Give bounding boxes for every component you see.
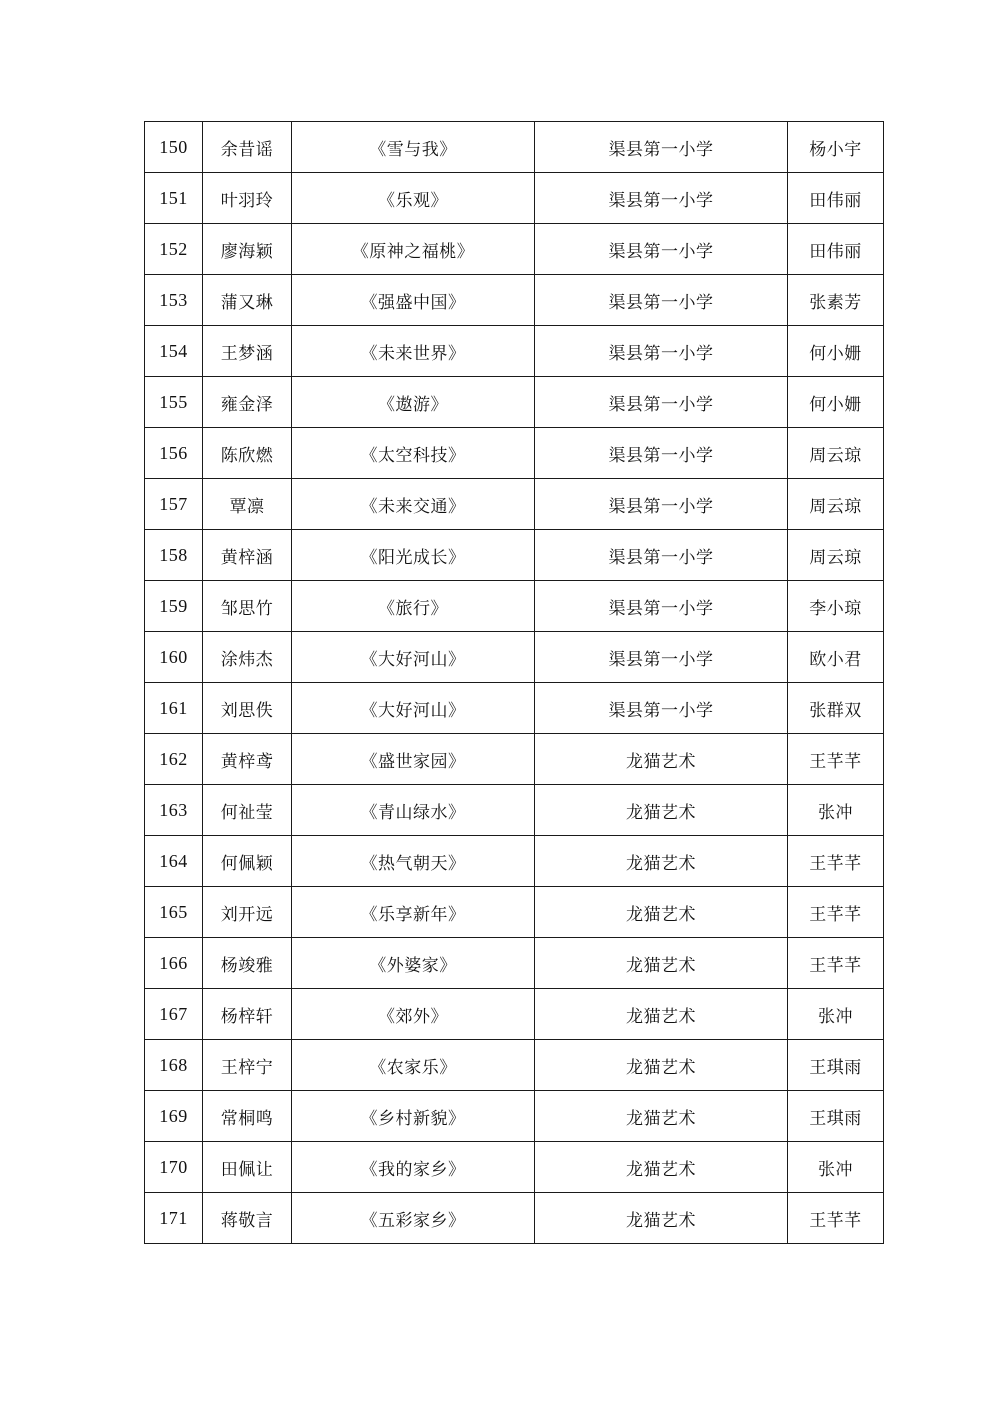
cell-student-name: 蒋敬言	[203, 1193, 292, 1244]
cell-teacher: 张群双	[788, 683, 884, 734]
cell-school: 渠县第一小学	[535, 632, 788, 683]
cell-school: 渠县第一小学	[535, 275, 788, 326]
cell-student-name: 何佩颖	[203, 836, 292, 887]
cell-number: 158	[145, 530, 203, 581]
cell-teacher: 王琪雨	[788, 1091, 884, 1142]
cell-teacher: 王琪雨	[788, 1040, 884, 1091]
cell-number: 166	[145, 938, 203, 989]
cell-artwork-title: 《阳光成长》	[292, 530, 535, 581]
cell-number: 154	[145, 326, 203, 377]
cell-artwork-title: 《未来世界》	[292, 326, 535, 377]
cell-number: 150	[145, 122, 203, 173]
table-row	[145, 785, 884, 836]
cell-number: 155	[145, 377, 203, 428]
cell-student-name: 陈欣燃	[203, 428, 292, 479]
table-row	[145, 734, 884, 785]
cell-number: 161	[145, 683, 203, 734]
cell-artwork-title: 《热气朝天》	[292, 836, 535, 887]
cell-teacher: 张冲	[788, 1142, 884, 1193]
cell-teacher: 王芊芊	[788, 836, 884, 887]
cell-number: 170	[145, 1142, 203, 1193]
cell-artwork-title: 《乡村新貌》	[292, 1091, 535, 1142]
cell-number: 152	[145, 224, 203, 275]
cell-school: 龙猫艺术	[535, 887, 788, 938]
table-row	[145, 1193, 884, 1244]
cell-artwork-title: 《我的家乡》	[292, 1142, 535, 1193]
cell-artwork-title: 《青山绿水》	[292, 785, 535, 836]
cell-artwork-title: 《外婆家》	[292, 938, 535, 989]
cell-school: 渠县第一小学	[535, 377, 788, 428]
cell-student-name: 常桐鸣	[203, 1091, 292, 1142]
cell-number: 151	[145, 173, 203, 224]
cell-student-name: 余昔谣	[203, 122, 292, 173]
cell-number: 167	[145, 989, 203, 1040]
table-row	[145, 479, 884, 530]
cell-school: 龙猫艺术	[535, 1193, 788, 1244]
table-row	[145, 173, 884, 224]
cell-school: 渠县第一小学	[535, 173, 788, 224]
cell-student-name: 田佩让	[203, 1142, 292, 1193]
cell-number: 157	[145, 479, 203, 530]
cell-teacher: 田伟丽	[788, 173, 884, 224]
table-row	[145, 887, 884, 938]
table-row	[145, 224, 884, 275]
cell-student-name: 廖海颖	[203, 224, 292, 275]
cell-school: 渠县第一小学	[535, 683, 788, 734]
cell-artwork-title: 《农家乐》	[292, 1040, 535, 1091]
cell-number: 171	[145, 1193, 203, 1244]
cell-student-name: 黄梓鸢	[203, 734, 292, 785]
table-row	[145, 989, 884, 1040]
results-table	[144, 121, 884, 1244]
table-row	[145, 530, 884, 581]
table-row	[145, 1142, 884, 1193]
table-row	[145, 326, 884, 377]
cell-teacher: 张素芳	[788, 275, 884, 326]
table-row	[145, 632, 884, 683]
cell-student-name: 邹思竹	[203, 581, 292, 632]
cell-teacher: 何小姗	[788, 326, 884, 377]
cell-artwork-title: 《五彩家乡》	[292, 1193, 535, 1244]
cell-number: 159	[145, 581, 203, 632]
cell-artwork-title: 《郊外》	[292, 989, 535, 1040]
table-row	[145, 377, 884, 428]
table-row	[145, 1040, 884, 1091]
table-row	[145, 581, 884, 632]
cell-teacher: 田伟丽	[788, 224, 884, 275]
cell-student-name: 雍金泽	[203, 377, 292, 428]
table-row	[145, 836, 884, 887]
cell-number: 168	[145, 1040, 203, 1091]
cell-school: 渠县第一小学	[535, 224, 788, 275]
table-row	[145, 428, 884, 479]
cell-teacher: 周云琼	[788, 428, 884, 479]
cell-teacher: 何小姗	[788, 377, 884, 428]
cell-teacher: 王芊芊	[788, 887, 884, 938]
table-row	[145, 275, 884, 326]
cell-teacher: 周云琼	[788, 479, 884, 530]
cell-student-name: 杨竣雅	[203, 938, 292, 989]
cell-student-name: 王梦涵	[203, 326, 292, 377]
cell-teacher: 周云琼	[788, 530, 884, 581]
table-row	[145, 122, 884, 173]
cell-teacher: 张冲	[788, 785, 884, 836]
cell-number: 169	[145, 1091, 203, 1142]
cell-student-name: 刘思佚	[203, 683, 292, 734]
cell-number: 153	[145, 275, 203, 326]
cell-number: 164	[145, 836, 203, 887]
cell-artwork-title: 《雪与我》	[292, 122, 535, 173]
cell-student-name: 何祉莹	[203, 785, 292, 836]
cell-student-name: 刘开远	[203, 887, 292, 938]
cell-school: 渠县第一小学	[535, 581, 788, 632]
cell-teacher: 张冲	[788, 989, 884, 1040]
cell-school: 龙猫艺术	[535, 938, 788, 989]
cell-artwork-title: 《强盛中国》	[292, 275, 535, 326]
cell-artwork-title: 《旅行》	[292, 581, 535, 632]
cell-teacher: 王芊芊	[788, 938, 884, 989]
cell-artwork-title: 《大好河山》	[292, 683, 535, 734]
table-row	[145, 938, 884, 989]
cell-student-name: 杨梓轩	[203, 989, 292, 1040]
table-row	[145, 683, 884, 734]
cell-school: 渠县第一小学	[535, 530, 788, 581]
cell-school: 龙猫艺术	[535, 1142, 788, 1193]
cell-student-name: 涂炜杰	[203, 632, 292, 683]
cell-school: 龙猫艺术	[535, 989, 788, 1040]
cell-school: 龙猫艺术	[535, 785, 788, 836]
cell-teacher: 王芊芊	[788, 1193, 884, 1244]
cell-number: 163	[145, 785, 203, 836]
cell-school: 渠县第一小学	[535, 326, 788, 377]
cell-school: 龙猫艺术	[535, 734, 788, 785]
table-body	[145, 122, 884, 1244]
cell-number: 160	[145, 632, 203, 683]
cell-school: 龙猫艺术	[535, 1091, 788, 1142]
cell-student-name: 黄梓涵	[203, 530, 292, 581]
cell-school: 渠县第一小学	[535, 122, 788, 173]
cell-artwork-title: 《原神之福桃》	[292, 224, 535, 275]
cell-artwork-title: 《大好河山》	[292, 632, 535, 683]
cell-student-name: 叶羽玲	[203, 173, 292, 224]
cell-artwork-title: 《乐享新年》	[292, 887, 535, 938]
cell-artwork-title: 《遨游》	[292, 377, 535, 428]
cell-teacher: 欧小君	[788, 632, 884, 683]
cell-student-name: 蒲又琳	[203, 275, 292, 326]
cell-artwork-title: 《盛世家园》	[292, 734, 535, 785]
cell-artwork-title: 《未来交通》	[292, 479, 535, 530]
cell-student-name: 王梓宁	[203, 1040, 292, 1091]
cell-artwork-title: 《太空科技》	[292, 428, 535, 479]
cell-teacher: 杨小宇	[788, 122, 884, 173]
cell-teacher: 王芊芊	[788, 734, 884, 785]
cell-school: 龙猫艺术	[535, 836, 788, 887]
cell-school: 渠县第一小学	[535, 479, 788, 530]
cell-school: 龙猫艺术	[535, 1040, 788, 1091]
cell-number: 156	[145, 428, 203, 479]
table-row	[145, 1091, 884, 1142]
cell-student-name: 覃凛	[203, 479, 292, 530]
cell-teacher: 李小琼	[788, 581, 884, 632]
cell-artwork-title: 《乐观》	[292, 173, 535, 224]
cell-school: 渠县第一小学	[535, 428, 788, 479]
cell-number: 165	[145, 887, 203, 938]
cell-number: 162	[145, 734, 203, 785]
